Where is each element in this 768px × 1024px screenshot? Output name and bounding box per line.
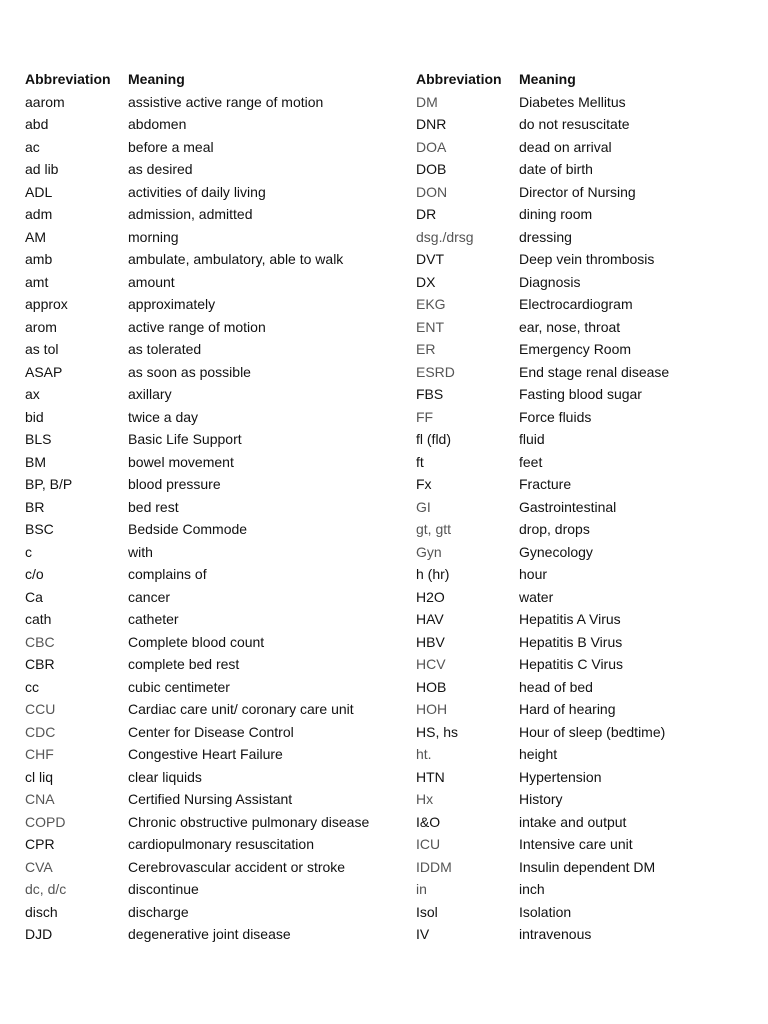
abbreviation-cell: BLS bbox=[25, 431, 52, 447]
abbreviation-cell: cl liq bbox=[25, 768, 54, 785]
table-row bbox=[416, 518, 768, 541]
meaning-cell: dressing bbox=[519, 228, 572, 245]
table-row bbox=[416, 361, 768, 384]
table-row bbox=[25, 181, 378, 204]
table-row bbox=[416, 428, 768, 451]
table-row bbox=[25, 923, 378, 946]
abbreviation-cell: Isol bbox=[416, 903, 438, 920]
table-row bbox=[25, 383, 378, 406]
table-row bbox=[25, 518, 378, 541]
meaning-cell: cubic centimeter bbox=[128, 678, 230, 695]
meaning-cell: head of bed bbox=[519, 678, 593, 695]
abbreviation-cell: ft bbox=[416, 453, 424, 470]
abbreviation-cell: c/o bbox=[25, 566, 44, 582]
table-row bbox=[25, 631, 378, 654]
table-row bbox=[416, 136, 768, 159]
abbreviation-cell: CVA bbox=[25, 858, 53, 875]
meaning-cell: approximately bbox=[128, 296, 216, 312]
table-row bbox=[25, 676, 378, 699]
abbreviation-cell: disch bbox=[25, 903, 58, 920]
meaning-cell: twice a day bbox=[128, 408, 199, 425]
table-row bbox=[25, 496, 378, 519]
abbreviation-cell: BR bbox=[25, 498, 45, 515]
abbreviation-cell: CBR bbox=[25, 656, 55, 672]
meaning-cell: Cardiac care unit/ coronary care unit bbox=[128, 701, 354, 717]
table-row bbox=[25, 563, 378, 586]
abbreviation-cell: ADL bbox=[25, 183, 53, 200]
abbreviation-cell: BSC bbox=[25, 521, 54, 537]
abbreviation-cell: approx bbox=[25, 296, 68, 312]
meaning-cell: Isolation bbox=[519, 903, 572, 920]
abbreviation-cell: HOB bbox=[416, 678, 447, 695]
meaning-cell: water bbox=[519, 588, 554, 605]
table-row bbox=[416, 338, 768, 361]
meaning-cell: Hour of sleep (bedtime) bbox=[519, 723, 666, 740]
meaning-cell: morning bbox=[128, 228, 179, 245]
meaning-cell: dining room bbox=[519, 206, 593, 222]
abbreviation-cell: HTN bbox=[416, 768, 445, 785]
table-row bbox=[416, 383, 768, 406]
abbreviation-cell: gt, gtt bbox=[416, 521, 452, 537]
meaning-cell: Hepatitis B Virus bbox=[519, 633, 623, 650]
table-row bbox=[416, 856, 768, 879]
table-row bbox=[416, 181, 768, 204]
table-row bbox=[25, 203, 378, 226]
table-row bbox=[25, 586, 378, 609]
table-row bbox=[416, 766, 768, 789]
table-row bbox=[416, 113, 768, 136]
table-row bbox=[25, 338, 378, 361]
abbreviation-cell: DM bbox=[416, 93, 438, 110]
table-row bbox=[25, 541, 378, 564]
table-row bbox=[416, 316, 768, 339]
abbreviation-cell: aarom bbox=[25, 93, 65, 110]
meaning-cell: drop, drops bbox=[519, 521, 590, 537]
abbreviation-cell: HAV bbox=[416, 611, 444, 627]
meaning-cell: discontinue bbox=[128, 881, 199, 897]
table-row bbox=[25, 361, 378, 384]
abbreviation-cell: ICU bbox=[416, 836, 441, 852]
meaning-cell: History bbox=[519, 791, 563, 807]
abbreviation-cell: arom bbox=[25, 318, 57, 335]
meaning-cell: Complete blood count bbox=[128, 633, 265, 650]
meaning-cell: fluid bbox=[519, 431, 545, 447]
abbreviation-cell: IDDM bbox=[416, 858, 452, 875]
abbreviation-cell: CDC bbox=[25, 723, 56, 740]
table-row bbox=[416, 158, 768, 181]
meaning-cell: Hepatitis A Virus bbox=[519, 611, 621, 627]
abbreviation-cell: ASAP bbox=[25, 363, 63, 380]
meaning-cell: Force fluids bbox=[519, 408, 592, 425]
meaning-cell: Gynecology bbox=[519, 543, 593, 560]
abbreviation-table-right bbox=[416, 68, 768, 946]
table-row bbox=[416, 721, 768, 744]
meaning-cell: catheter bbox=[128, 611, 179, 627]
abbreviation-cell: HBV bbox=[416, 633, 445, 650]
meaning-cell: admission, admitted bbox=[128, 206, 253, 222]
table-row bbox=[25, 653, 378, 676]
abbreviation-cell: adm bbox=[25, 206, 53, 222]
table-row bbox=[416, 226, 768, 249]
meaning-cell: Emergency Room bbox=[519, 341, 632, 357]
table-row bbox=[25, 428, 378, 451]
abbreviation-header: Abbreviation bbox=[25, 71, 111, 87]
meaning-cell: as tolerated bbox=[128, 341, 202, 357]
abbreviation-cell: bid bbox=[25, 408, 44, 425]
table-row bbox=[416, 788, 768, 811]
table-row bbox=[25, 743, 378, 766]
table-row bbox=[25, 113, 378, 136]
abbreviation-cell: CNA bbox=[25, 791, 55, 807]
table-row bbox=[25, 856, 378, 879]
table-row bbox=[25, 766, 378, 789]
meaning-cell: intravenous bbox=[519, 926, 592, 942]
meaning-cell: discharge bbox=[128, 903, 189, 920]
abbreviation-cell: Fx bbox=[416, 476, 432, 492]
abbreviation-cell: FF bbox=[416, 408, 434, 425]
abbreviation-cell: CPR bbox=[25, 836, 55, 852]
meaning-cell: Diagnosis bbox=[519, 273, 581, 290]
table-row bbox=[416, 541, 768, 564]
abbreviation-cell: AM bbox=[25, 228, 46, 245]
meaning-cell: Insulin dependent DM bbox=[519, 858, 656, 875]
abbreviation-cell: ac bbox=[25, 138, 40, 155]
abbreviation-cell: c bbox=[25, 543, 32, 560]
meaning-cell: Chronic obstructive pulmonary disease bbox=[128, 813, 370, 830]
meaning-cell: Certified Nursing Assistant bbox=[128, 791, 293, 807]
table-row bbox=[25, 248, 378, 271]
abbreviation-cell: ad lib bbox=[25, 161, 59, 177]
abbreviation-cell: ER bbox=[416, 341, 436, 357]
abbreviation-cell: DNR bbox=[416, 116, 447, 132]
abbreviation-cell: amt bbox=[25, 273, 49, 290]
abbreviation-cell: Hx bbox=[416, 791, 434, 807]
meaning-cell: blood pressure bbox=[128, 476, 221, 492]
table-row bbox=[25, 158, 378, 181]
abbreviation-cell: dsg./drsg bbox=[416, 228, 474, 245]
abbreviation-cell: IV bbox=[416, 926, 430, 942]
abbreviation-cell: ht. bbox=[416, 746, 432, 762]
meaning-cell: Hard of hearing bbox=[519, 701, 616, 717]
meaning-header: Meaning bbox=[128, 71, 185, 87]
table-row bbox=[416, 271, 768, 294]
meaning-cell: ear, nose, throat bbox=[519, 318, 621, 335]
table-row bbox=[25, 833, 378, 856]
meaning-cell: date of birth bbox=[519, 161, 593, 177]
table-row bbox=[25, 878, 378, 901]
abbreviation-cell: abd bbox=[25, 116, 49, 132]
meaning-cell: Deep vein thrombosis bbox=[519, 251, 655, 267]
abbreviation-cell: Gyn bbox=[416, 543, 442, 560]
meaning-cell: as soon as possible bbox=[128, 363, 251, 380]
abbreviation-cell: H2O bbox=[416, 588, 445, 605]
meaning-cell: cancer bbox=[128, 588, 171, 605]
table-row bbox=[416, 91, 768, 114]
table-row bbox=[416, 608, 768, 631]
abbreviation-cell: DX bbox=[416, 273, 436, 290]
table-row bbox=[25, 226, 378, 249]
abbreviation-cell: HS, hs bbox=[416, 723, 459, 740]
meaning-cell: Gastrointestinal bbox=[519, 498, 617, 515]
table-row bbox=[25, 293, 378, 316]
meaning-cell: before a meal bbox=[128, 138, 214, 155]
meaning-cell: bowel movement bbox=[128, 453, 234, 470]
meaning-cell: clear liquids bbox=[128, 768, 202, 785]
abbreviation-cell: GI bbox=[416, 498, 431, 515]
table-header bbox=[25, 68, 378, 91]
table-row bbox=[416, 833, 768, 856]
meaning-cell: Intensive care unit bbox=[519, 836, 633, 852]
table-row bbox=[25, 788, 378, 811]
table-row bbox=[416, 563, 768, 586]
meaning-cell: Basic Life Support bbox=[128, 431, 242, 447]
table-row bbox=[416, 698, 768, 721]
meaning-cell: Director of Nursing bbox=[519, 183, 636, 200]
table-row bbox=[416, 676, 768, 699]
table-row bbox=[25, 721, 378, 744]
abbreviation-cell: dc, d/c bbox=[25, 881, 67, 897]
table-row bbox=[416, 293, 768, 316]
meaning-cell: Electrocardiogram bbox=[519, 296, 633, 312]
table-row bbox=[25, 91, 378, 114]
abbreviation-cell: COPD bbox=[25, 813, 66, 830]
table-row bbox=[416, 878, 768, 901]
table-row bbox=[25, 608, 378, 631]
abbreviation-cell: ENT bbox=[416, 318, 444, 335]
abbreviation-cell: Ca bbox=[25, 588, 43, 605]
meaning-cell: dead on arrival bbox=[519, 138, 612, 155]
table-row bbox=[416, 743, 768, 766]
abbreviation-cell: ESRD bbox=[416, 363, 455, 380]
table-row bbox=[25, 136, 378, 159]
meaning-cell: Center for Disease Control bbox=[128, 723, 294, 740]
meaning-cell: hour bbox=[519, 566, 548, 582]
abbreviation-cell: I&O bbox=[416, 813, 441, 830]
abbreviation-cell: CBC bbox=[25, 633, 55, 650]
table-row bbox=[416, 901, 768, 924]
abbreviation-cell: EKG bbox=[416, 296, 446, 312]
meaning-cell: Cerebrovascular accident or stroke bbox=[128, 858, 346, 875]
meaning-cell: axillary bbox=[128, 386, 172, 402]
meaning-cell: complete bed rest bbox=[128, 656, 240, 672]
abbreviation-cell: in bbox=[416, 881, 427, 897]
abbreviation-cell: fl (fld) bbox=[416, 431, 451, 447]
meaning-cell: with bbox=[128, 543, 153, 560]
meaning-cell: assistive active range of motion bbox=[128, 93, 324, 110]
meaning-cell: height bbox=[519, 746, 558, 762]
meaning-cell: Diabetes Mellitus bbox=[519, 93, 626, 110]
abbreviation-cell: BP, B/P bbox=[25, 476, 73, 492]
abbreviation-cell: CHF bbox=[25, 746, 54, 762]
abbreviation-cell: ax bbox=[25, 386, 40, 402]
meaning-cell: Bedside Commode bbox=[128, 521, 248, 537]
table-row bbox=[416, 451, 768, 474]
abbreviation-cell: amb bbox=[25, 251, 53, 267]
abbreviation-cell: DOB bbox=[416, 161, 447, 177]
abbreviation-cell: DR bbox=[416, 206, 437, 222]
abbreviation-cell: DON bbox=[416, 183, 448, 200]
table-row bbox=[416, 653, 768, 676]
abbreviation-table-left bbox=[25, 68, 378, 946]
table-row bbox=[25, 271, 378, 294]
meaning-cell: complains of bbox=[128, 566, 207, 582]
table-row bbox=[416, 203, 768, 226]
meaning-cell: activities of daily living bbox=[128, 183, 266, 200]
table-header bbox=[416, 68, 768, 91]
table-row bbox=[416, 631, 768, 654]
meaning-cell: as desired bbox=[128, 161, 193, 177]
meaning-cell: Congestive Heart Failure bbox=[128, 746, 283, 762]
meaning-cell: Fasting blood sugar bbox=[519, 386, 642, 402]
meaning-cell: intake and output bbox=[519, 813, 627, 830]
table-row bbox=[416, 811, 768, 834]
meaning-cell: Fracture bbox=[519, 476, 572, 492]
meaning-cell: active range of motion bbox=[128, 318, 266, 335]
table-row bbox=[25, 316, 378, 339]
abbreviation-cell: cath bbox=[25, 611, 52, 627]
abbreviation-cell: DVT bbox=[416, 251, 444, 267]
abbreviation-cell: as tol bbox=[25, 341, 59, 357]
meaning-cell: feet bbox=[519, 453, 543, 470]
table-row bbox=[416, 923, 768, 946]
table-row bbox=[25, 698, 378, 721]
abbreviation-cell: cc bbox=[25, 678, 39, 695]
meaning-cell: End stage renal disease bbox=[519, 363, 670, 380]
abbreviation-cell: DOA bbox=[416, 138, 447, 155]
table-row bbox=[416, 496, 768, 519]
abbreviation-cell: h (hr) bbox=[416, 566, 450, 582]
table-row bbox=[25, 406, 378, 429]
abbreviation-cell: FBS bbox=[416, 386, 444, 402]
meaning-header: Meaning bbox=[519, 71, 576, 87]
meaning-cell: ambulate, ambulatory, able to walk bbox=[128, 251, 344, 267]
abbreviation-cell: BM bbox=[25, 453, 46, 470]
table-row bbox=[416, 473, 768, 496]
table-row bbox=[25, 901, 378, 924]
table-row bbox=[25, 451, 378, 474]
table-row bbox=[25, 473, 378, 496]
meaning-cell: abdomen bbox=[128, 116, 187, 132]
meaning-cell: do not resuscitate bbox=[519, 116, 630, 132]
abbreviation-cell: HCV bbox=[416, 656, 446, 672]
meaning-cell: cardiopulmonary resuscitation bbox=[128, 836, 314, 852]
table-row bbox=[25, 811, 378, 834]
abbreviation-cell: CCU bbox=[25, 701, 56, 717]
meaning-cell: inch bbox=[519, 881, 545, 897]
abbreviation-header: Abbreviation bbox=[416, 71, 502, 87]
meaning-cell: Hepatitis C Virus bbox=[519, 656, 624, 672]
table-row bbox=[416, 248, 768, 271]
abbreviation-cell: DJD bbox=[25, 926, 53, 942]
meaning-cell: amount bbox=[128, 273, 175, 290]
table-row bbox=[416, 586, 768, 609]
meaning-cell: bed rest bbox=[128, 498, 179, 515]
table-row bbox=[416, 406, 768, 429]
meaning-cell: Hypertension bbox=[519, 768, 602, 785]
abbreviation-cell: HOH bbox=[416, 701, 448, 717]
meaning-cell: degenerative joint disease bbox=[128, 926, 291, 942]
